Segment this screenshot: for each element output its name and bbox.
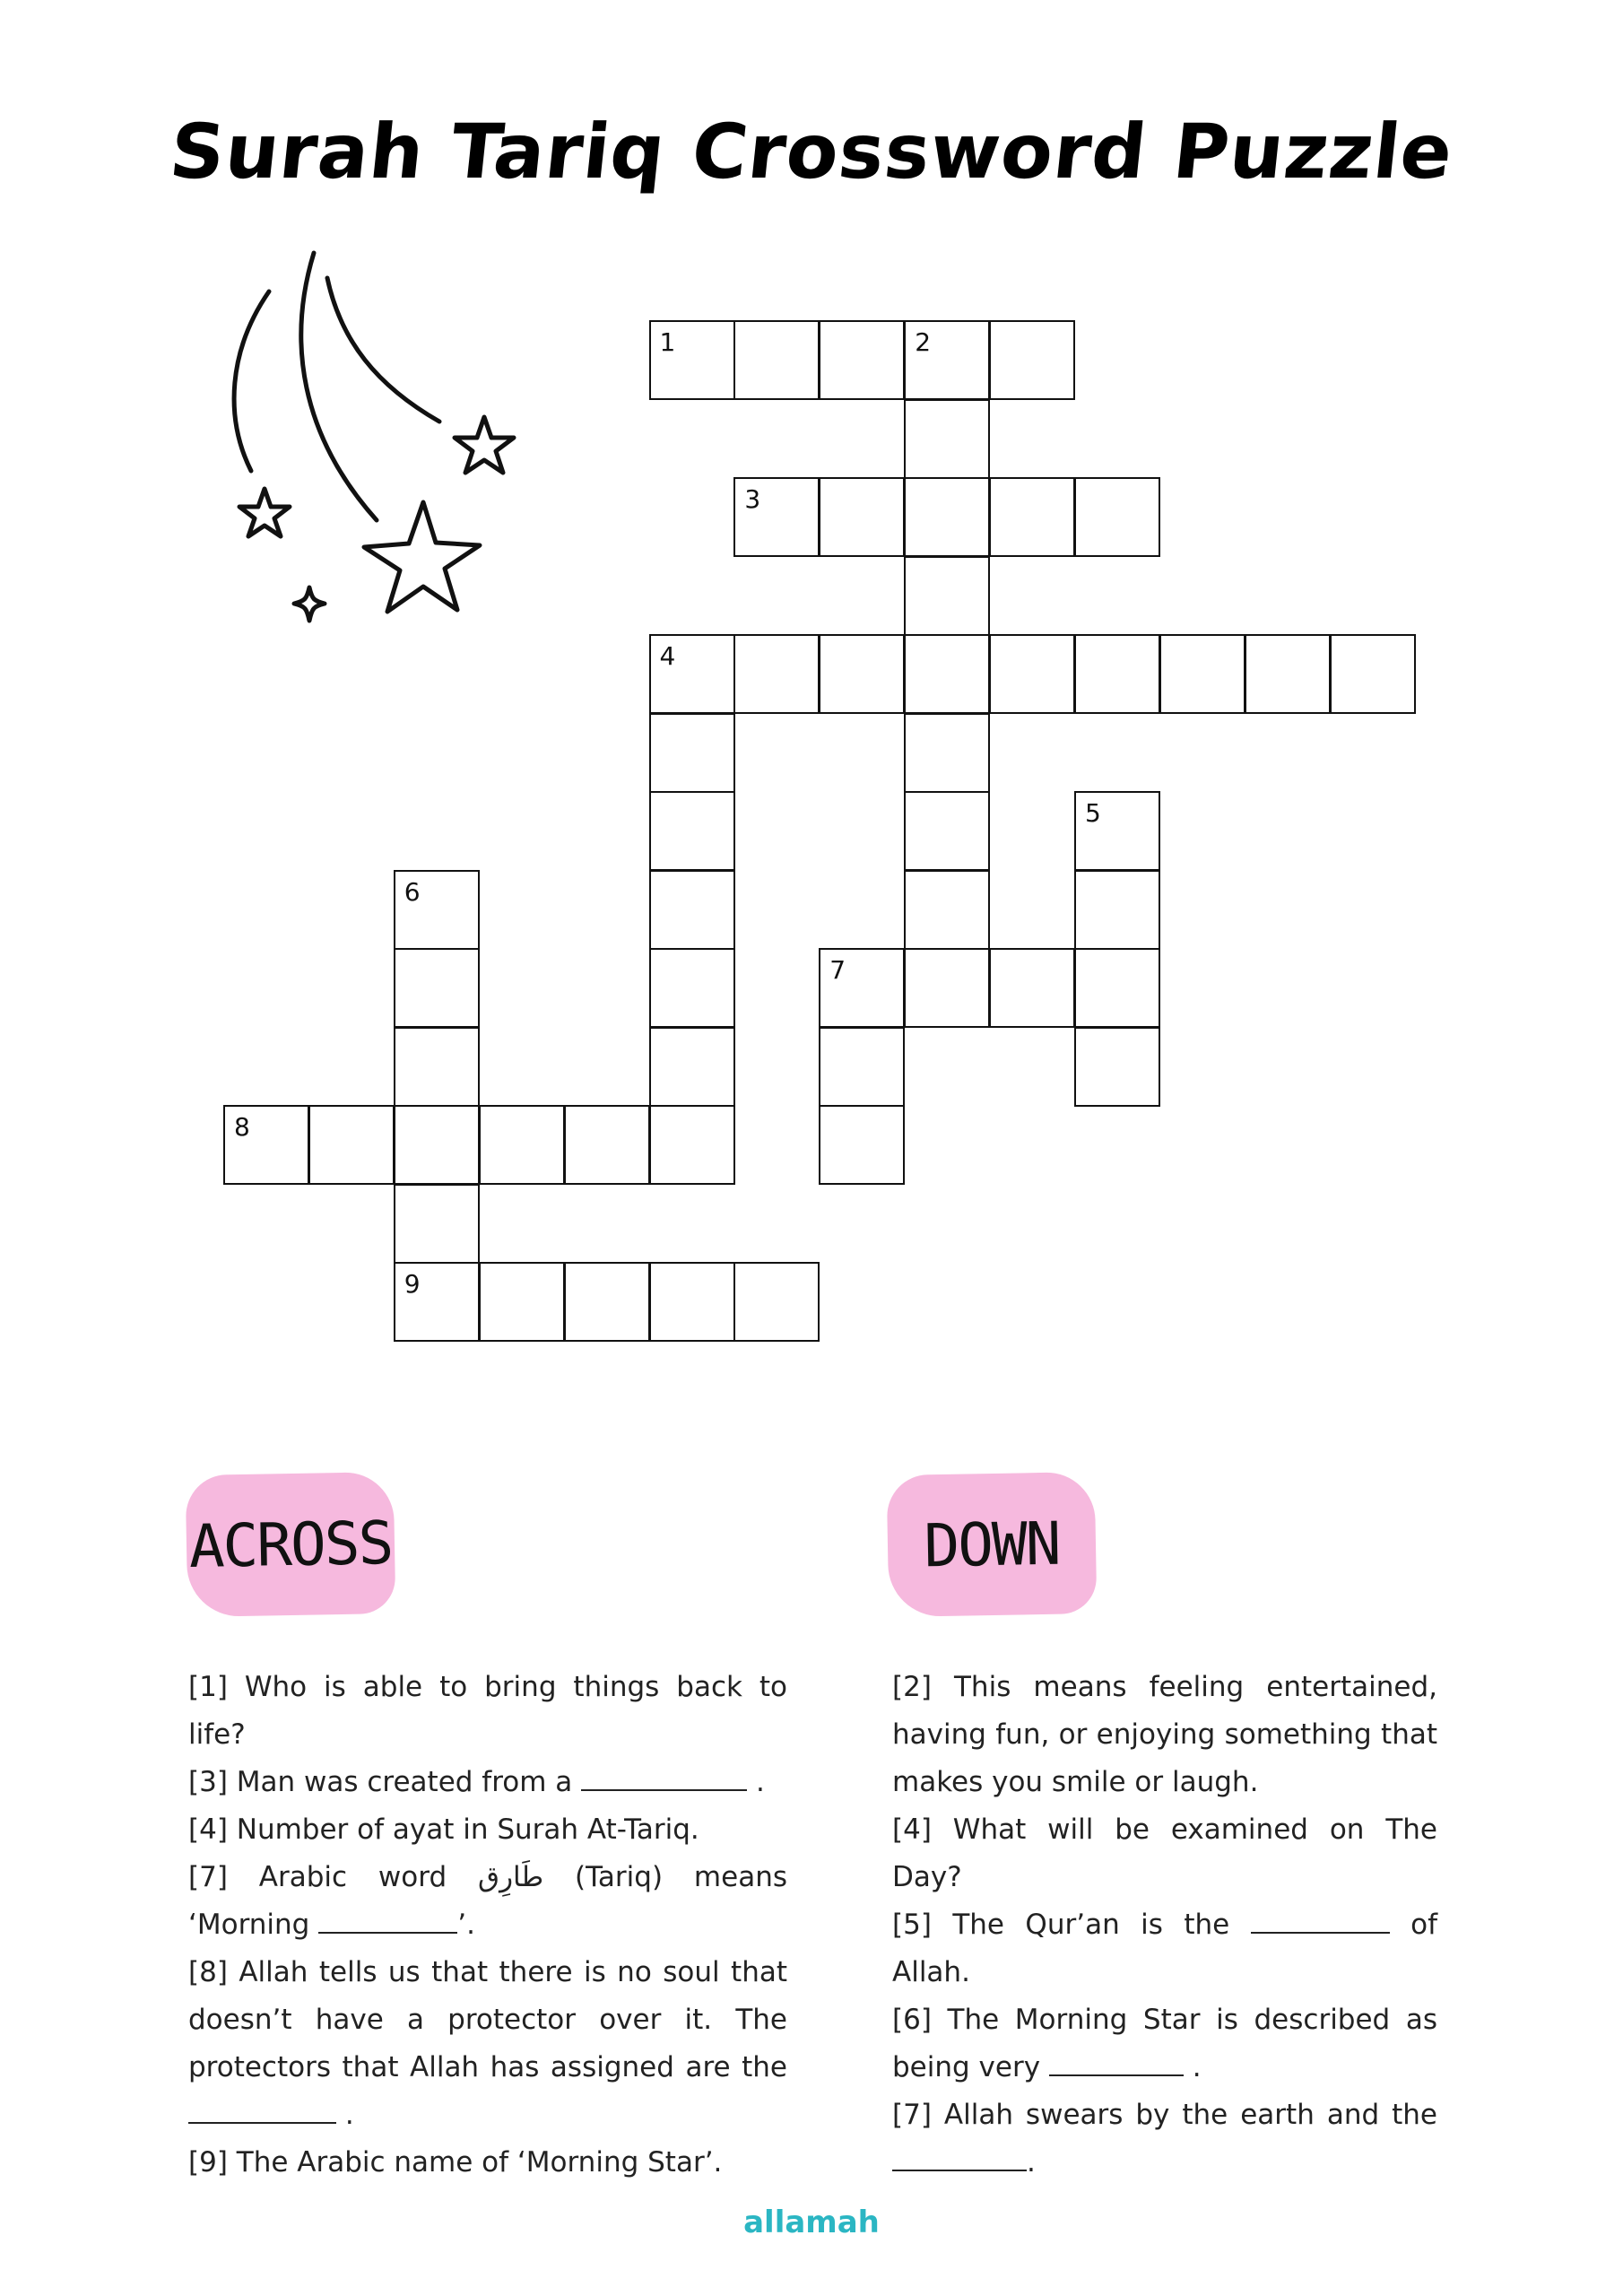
crossword-cell[interactable] xyxy=(649,1105,735,1185)
clue-text: . xyxy=(1183,2051,1202,2083)
answer-blank xyxy=(188,2095,336,2124)
crossword-cell[interactable] xyxy=(819,948,905,1028)
crossword-cell[interactable] xyxy=(904,948,990,1028)
crossword-cell[interactable] xyxy=(819,1027,905,1107)
crossword-cell[interactable] xyxy=(904,713,990,793)
crossword-cell[interactable] xyxy=(1330,634,1416,714)
clue-text: [8] Allah tells us that there is no soul that doesn’t have a protector over it. The protectors that Allah has assigned are the xyxy=(188,1956,787,2083)
crossword-cell[interactable] xyxy=(904,870,990,950)
crossword-cell[interactable] xyxy=(733,320,820,400)
clue-text: . xyxy=(1027,2146,1036,2179)
crossword-cell[interactable] xyxy=(733,1262,820,1342)
crossword-cell[interactable] xyxy=(989,320,1075,400)
across-clue xyxy=(188,1759,787,1806)
clue-number: 7 xyxy=(829,955,846,985)
down-clue xyxy=(892,1996,1437,2092)
down-clue xyxy=(892,1664,1437,1806)
crossword-cell[interactable] xyxy=(1074,870,1160,950)
crossword-cell[interactable] xyxy=(649,1262,735,1342)
clue-number: 6 xyxy=(404,876,421,907)
clue-text: [7] Allah swears by the earth and the xyxy=(892,2099,1437,2131)
crossword-cell[interactable] xyxy=(819,320,905,400)
across-heading: ACROSS xyxy=(186,1472,396,1617)
crossword-cell[interactable] xyxy=(904,556,990,636)
answer-blank xyxy=(892,2143,1027,2171)
crossword-cell[interactable] xyxy=(733,634,820,714)
crossword-cell[interactable] xyxy=(649,1027,735,1107)
answer-blank xyxy=(318,1905,457,1934)
crossword-cell[interactable] xyxy=(1074,1027,1160,1107)
crossword-cell[interactable] xyxy=(1074,791,1160,871)
crossword-cell[interactable] xyxy=(223,1105,309,1185)
clue-text: [3] Man was created from a xyxy=(188,1766,582,1798)
clue-text: [1] Who is able to bring things back to life? xyxy=(188,1671,787,1751)
crossword-cell[interactable] xyxy=(564,1262,650,1342)
clue-number: 3 xyxy=(744,484,761,514)
crossword-cell[interactable] xyxy=(904,399,990,479)
crossword-cell[interactable] xyxy=(394,1184,480,1264)
crossword-cell[interactable] xyxy=(733,477,820,557)
crossword-cell[interactable] xyxy=(649,713,735,793)
clue-text: . xyxy=(336,2099,354,2131)
clue-number: 4 xyxy=(659,641,676,671)
clue-text: . xyxy=(747,1766,765,1798)
brand-logo: allamah xyxy=(743,2205,880,2240)
clue-number: 1 xyxy=(659,327,676,357)
crossword-cell[interactable] xyxy=(479,1262,565,1342)
answer-blank xyxy=(1049,2048,1184,2076)
clue-text: [4] What will be examined on The Day? xyxy=(892,1813,1437,1893)
across-clue xyxy=(188,1854,787,1949)
crossword-cell[interactable] xyxy=(989,634,1075,714)
clue-text: of Allah. xyxy=(892,1909,1437,1988)
clue-text: [4] Number of ayat in Surah At-Tariq. xyxy=(188,1813,699,1846)
crossword-cell[interactable] xyxy=(1074,477,1160,557)
across-clue xyxy=(188,1949,787,2139)
crossword-cell[interactable] xyxy=(904,791,990,871)
clue-text: [7] Arabic word طَارِق (Tariq) means ‘Morning xyxy=(188,1861,787,1941)
clue-text: [5] The Qur’an is the xyxy=(892,1909,1251,1941)
crossword-cell[interactable] xyxy=(394,1105,480,1185)
clue-number: 5 xyxy=(1085,798,1101,828)
answer-blank xyxy=(1251,1905,1390,1934)
crossword-cell[interactable] xyxy=(989,477,1075,557)
crossword-cell[interactable] xyxy=(649,320,735,400)
clue-text: [9] The Arabic name of ‘Morning Star’. xyxy=(188,2146,723,2179)
across-clue xyxy=(188,2139,787,2187)
crossword-cell[interactable] xyxy=(308,1105,395,1185)
crossword-cell[interactable] xyxy=(1159,634,1245,714)
crossword-cell[interactable] xyxy=(394,1262,480,1342)
clue-text: [6] The Morning Star is described as being very xyxy=(892,2004,1437,2083)
crossword-cell[interactable] xyxy=(989,948,1075,1028)
crossword-cell[interactable] xyxy=(649,791,735,871)
crossword-cell[interactable] xyxy=(394,1027,480,1107)
down-heading: DOWN xyxy=(887,1472,1098,1617)
crossword-cell[interactable] xyxy=(819,1105,905,1185)
crossword-cell[interactable] xyxy=(904,320,990,400)
crossword-cell[interactable] xyxy=(1074,634,1160,714)
crossword-cell[interactable] xyxy=(819,477,905,557)
clue-number: 2 xyxy=(915,327,932,357)
clue-number: 8 xyxy=(234,1112,250,1142)
down-clue-list xyxy=(892,1664,1437,2187)
down-clue xyxy=(892,1901,1437,1996)
down-clue xyxy=(892,1806,1437,1901)
crossword-cell[interactable] xyxy=(394,870,480,950)
crossword-cell[interactable] xyxy=(904,477,990,557)
answer-blank xyxy=(581,1762,747,1791)
crossword-cell[interactable] xyxy=(1074,948,1160,1028)
across-clue xyxy=(188,1664,787,1759)
crossword-cell[interactable] xyxy=(904,634,990,714)
across-clue xyxy=(188,1806,787,1854)
clue-number: 9 xyxy=(404,1269,421,1299)
page-title: Surah Tariq Crossword Puzzle xyxy=(165,108,1458,196)
crossword-cell[interactable] xyxy=(564,1105,650,1185)
across-clue-list xyxy=(188,1664,787,2187)
crossword-cell[interactable] xyxy=(649,948,735,1028)
down-clue xyxy=(892,2092,1437,2187)
crossword-cell[interactable] xyxy=(819,634,905,714)
crossword-cell[interactable] xyxy=(394,948,480,1028)
crossword-cell[interactable] xyxy=(649,634,735,714)
crossword-cell[interactable] xyxy=(649,870,735,950)
clue-text: ’. xyxy=(457,1909,475,1941)
crossword-cell[interactable] xyxy=(1245,634,1331,714)
clue-text: [2] This means feeling entertained, having fun, or enjoying something that makes you smile or laugh. xyxy=(892,1671,1437,1798)
crossword-cell[interactable] xyxy=(479,1105,565,1185)
